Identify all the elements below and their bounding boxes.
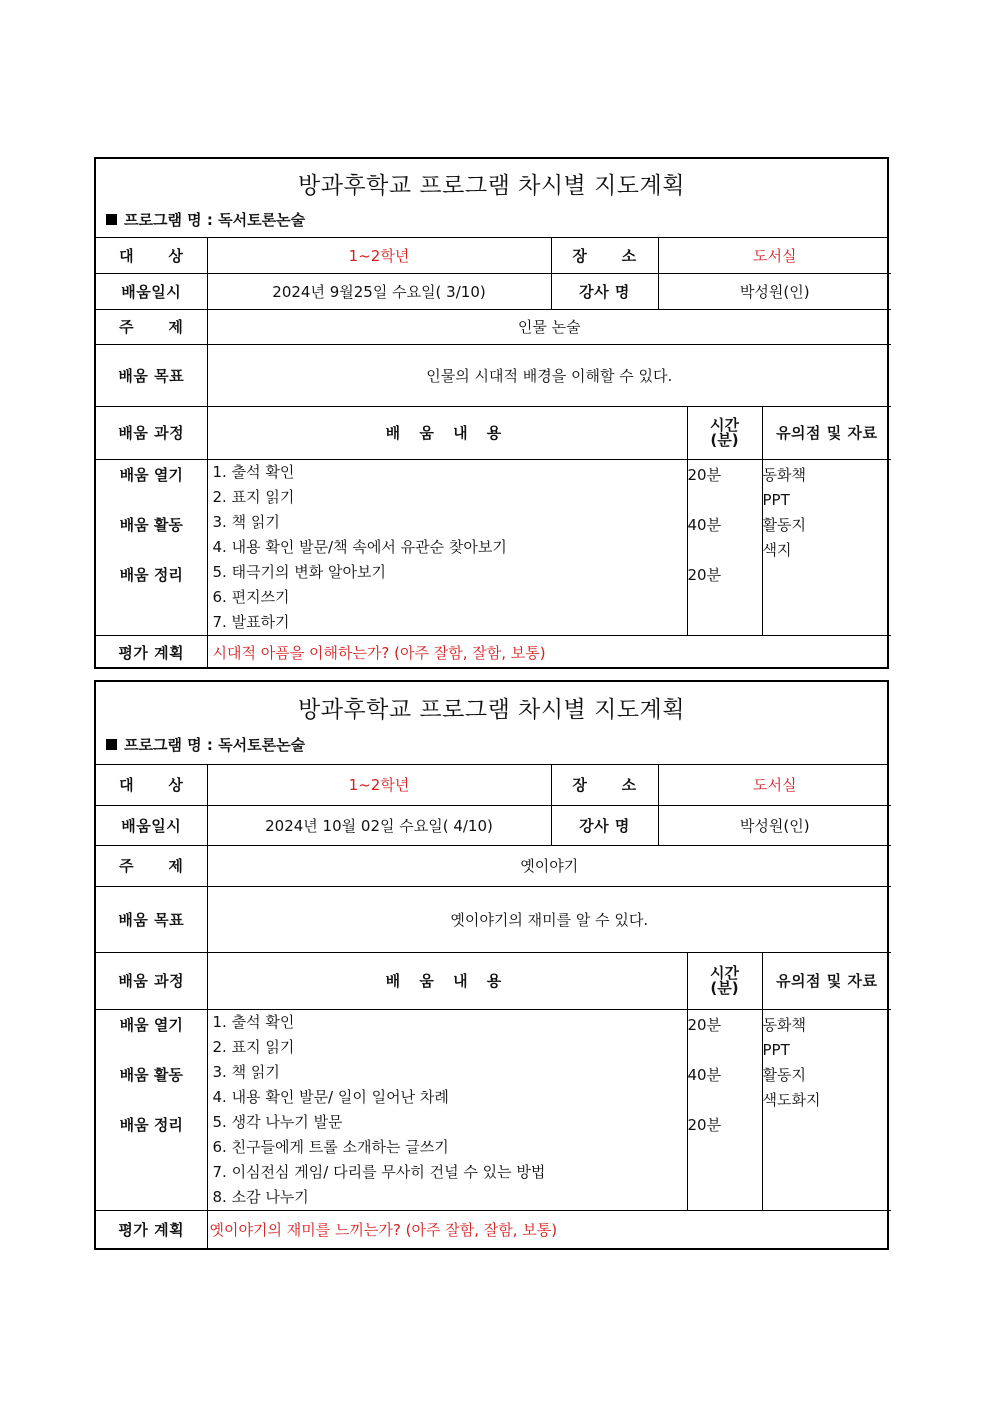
place-value: 도서실 — [658, 238, 891, 273]
content-header: 배 움 내 용 — [207, 406, 687, 459]
table-row — [96, 1009, 891, 1210]
table-row — [96, 238, 891, 273]
place-label: 장 소 — [551, 765, 658, 805]
list-item: 6. 편지쓰기 — [212, 587, 290, 606]
plan-header — [96, 682, 887, 765]
list-item: 3. 책 읽기 — [212, 1062, 280, 1081]
program-name-text: 프로그램 명 : 독서토론논술 — [124, 211, 306, 229]
teacher-label: 강사 명 — [551, 805, 658, 845]
table-row — [96, 952, 891, 1009]
material-item: 색도화지 — [762, 1090, 821, 1109]
date-value: 2024년 10월 02일 수요일( 4/10) — [207, 805, 551, 845]
eval-value: 옛이야기의 재미를 느끼는가? (아주 잘함, 잘함, 보통) — [207, 1210, 891, 1248]
time-item: 20분 — [687, 465, 722, 484]
program-name-text: 프로그램 명 : 독서토론논술 — [124, 736, 306, 754]
time-header-line1: 시간 — [710, 963, 739, 982]
goal-label: 배움 목표 — [96, 886, 207, 952]
material-item: 색지 — [762, 540, 792, 559]
phase-item: 배움 활동 — [119, 1065, 183, 1084]
lesson-plan-1 — [94, 157, 889, 669]
time-column — [687, 459, 762, 635]
material-header: 유의점 및 자료 — [762, 406, 891, 459]
phase-item: 배움 정리 — [119, 1115, 183, 1134]
list-item: 5. 태극기의 변화 알아보기 — [212, 562, 387, 581]
time-header-line1: 시간 — [710, 415, 739, 434]
goal-value: 인물의 시대적 배경을 이해할 수 있다. — [207, 344, 891, 406]
time-item: 20분 — [687, 1015, 722, 1034]
list-item: 7. 이심전심 게임/ 다리를 무사히 건널 수 있는 방법 — [212, 1162, 546, 1181]
phase-item: 배움 열기 — [119, 465, 183, 484]
list-item: 7. 발표하기 — [212, 612, 290, 631]
table-row — [96, 765, 891, 805]
time-header-line2: (분) — [710, 430, 739, 449]
material-column — [762, 1009, 891, 1210]
table-row — [96, 344, 891, 406]
plan-title: 방과후학교 프로그램 차시별 지도계획 — [298, 173, 685, 199]
list-item: 8. 소감 나누기 — [212, 1187, 309, 1206]
phase-column — [96, 459, 207, 635]
target-value: 1~2학년 — [207, 765, 551, 805]
material-header: 유의점 및 자료 — [762, 952, 891, 1009]
target-value: 1~2학년 — [207, 238, 551, 273]
time-item: 40분 — [687, 1065, 722, 1084]
time-header-line2: (분) — [710, 978, 739, 997]
list-item: 1. 출석 확인 — [212, 462, 295, 481]
time-header — [687, 406, 762, 459]
eval-value: 시대적 아픔을 이해하는가? (아주 잘함, 잘함, 보통) — [207, 635, 891, 669]
plan-table — [96, 765, 891, 1248]
time-item: 40분 — [687, 515, 722, 534]
table-row — [96, 406, 891, 459]
target-label: 대 상 — [96, 765, 207, 805]
teacher-value: 박성원(인) — [658, 273, 891, 309]
content-header: 배 움 내 용 — [207, 952, 687, 1009]
table-row — [96, 459, 891, 635]
material-item: 활동지 — [762, 1065, 806, 1084]
phase-item: 배움 정리 — [119, 565, 183, 584]
time-item: 20분 — [687, 1115, 722, 1134]
material-item: 활동지 — [762, 515, 806, 534]
process-label: 배움 과정 — [96, 952, 207, 1009]
place-value: 도서실 — [658, 765, 891, 805]
time-item: 20분 — [687, 565, 722, 584]
phase-item: 배움 열기 — [119, 1015, 183, 1034]
table-row — [96, 273, 891, 309]
teacher-label: 강사 명 — [551, 273, 658, 309]
date-label: 배움일시 — [96, 805, 207, 845]
time-header — [687, 952, 762, 1009]
table-row — [96, 1210, 891, 1248]
topic-label: 주 제 — [96, 845, 207, 886]
steps-column — [207, 1009, 687, 1210]
lesson-plan-2 — [94, 680, 889, 1250]
place-label: 장 소 — [551, 238, 658, 273]
square-bullet-icon — [106, 739, 117, 750]
time-column — [687, 1009, 762, 1210]
material-item: PPT — [762, 1040, 790, 1059]
table-row — [96, 635, 891, 669]
list-item: 2. 표지 읽기 — [212, 1037, 295, 1056]
plan-header — [96, 159, 887, 238]
topic-label: 주 제 — [96, 309, 207, 344]
eval-label: 평가 계획 — [96, 635, 207, 669]
material-column — [762, 459, 891, 635]
program-name — [106, 734, 305, 755]
goal-value: 옛이야기의 재미를 알 수 있다. — [207, 886, 891, 952]
date-value: 2024년 9월25일 수요일( 3/10) — [207, 273, 551, 309]
steps-column — [207, 459, 687, 635]
list-item: 5. 생각 나누기 발문 — [212, 1112, 343, 1131]
table-row — [96, 886, 891, 952]
goal-label: 배움 목표 — [96, 344, 207, 406]
process-label: 배움 과정 — [96, 406, 207, 459]
plan-title: 방과후학교 프로그램 차시별 지도계획 — [298, 697, 685, 723]
table-row — [96, 805, 891, 845]
phase-column — [96, 1009, 207, 1210]
program-name — [106, 209, 305, 230]
list-item: 3. 책 읽기 — [212, 512, 280, 531]
plan-table — [96, 238, 891, 669]
teacher-value: 박성원(인) — [658, 805, 891, 845]
list-item: 6. 친구들에게 트롤 소개하는 글쓰기 — [212, 1137, 449, 1156]
date-label: 배움일시 — [96, 273, 207, 309]
list-item: 4. 내용 확인 발문/ 일이 일어난 차례 — [212, 1087, 449, 1106]
table-row — [96, 845, 891, 886]
target-label: 대 상 — [96, 238, 207, 273]
table-row — [96, 309, 891, 344]
material-item: 동화책 — [762, 1015, 806, 1034]
eval-label: 평가 계획 — [96, 1210, 207, 1248]
list-item: 2. 표지 읽기 — [212, 487, 295, 506]
phase-item: 배움 활동 — [119, 515, 183, 534]
material-item: PPT — [762, 490, 790, 509]
list-item: 4. 내용 확인 발문/책 속에서 유관순 찾아보기 — [212, 537, 507, 556]
square-bullet-icon — [106, 214, 117, 225]
topic-value: 옛이야기 — [207, 845, 891, 886]
material-item: 동화책 — [762, 465, 806, 484]
list-item: 1. 출석 확인 — [212, 1012, 295, 1031]
topic-value: 인물 논술 — [207, 309, 891, 344]
